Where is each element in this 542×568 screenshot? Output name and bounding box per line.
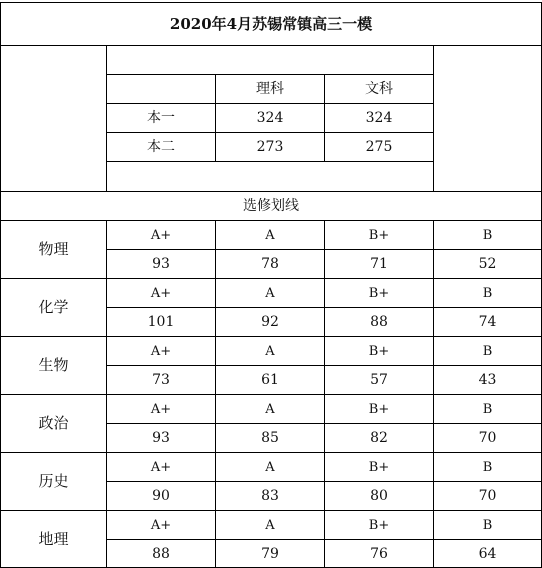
title-divider <box>0 45 542 46</box>
summary-row-label: 本一 <box>147 110 175 126</box>
grade-label: B <box>482 227 493 243</box>
summary-header-arts: 文科 <box>365 81 393 97</box>
score-cell: 80 <box>370 488 388 504</box>
score-cell: 57 <box>370 372 388 388</box>
page-title: 2020年4月苏锡常镇高三一模 <box>169 14 373 33</box>
score-cell: 90 <box>152 488 170 504</box>
score-cell: 73 <box>152 372 170 388</box>
grade-label: A <box>265 517 275 533</box>
subject-name: 政治 <box>38 414 69 432</box>
grade-label: B+ <box>368 343 390 359</box>
summary-cell: 324 <box>365 110 393 126</box>
grade-label: B <box>482 459 493 475</box>
score-cell: 78 <box>261 256 279 272</box>
score-cell: 76 <box>370 546 388 562</box>
score-cell: 71 <box>370 256 388 272</box>
grade-label: B <box>482 343 493 359</box>
grade-label: A+ <box>150 343 172 359</box>
summary-right-line <box>433 45 434 191</box>
grade-label: A <box>265 227 275 243</box>
grade-label: A <box>265 459 275 475</box>
summary-header-science: 理科 <box>256 81 284 97</box>
summary-line-4 <box>106 161 434 162</box>
elective-title: 选修划线 <box>243 198 299 214</box>
grade-label: A+ <box>150 459 172 475</box>
score-cell: 52 <box>478 256 497 272</box>
score-cell: 88 <box>152 546 170 562</box>
score-cell: 85 <box>261 430 279 446</box>
score-cell: 43 <box>478 372 497 388</box>
grade-label: A <box>265 285 275 301</box>
grade-label: A+ <box>150 517 172 533</box>
score-cell: 93 <box>152 256 170 272</box>
subject-name: 化学 <box>38 298 69 316</box>
score-cell: 61 <box>261 372 279 388</box>
grade-label: B+ <box>368 517 390 533</box>
score-cell: 70 <box>478 430 497 446</box>
summary-cell: 324 <box>256 110 284 126</box>
grade-label: B <box>482 401 493 417</box>
score-cell: 88 <box>370 314 388 330</box>
score-cell: 93 <box>152 430 170 446</box>
subject-name: 历史 <box>38 472 69 490</box>
grade-label: A+ <box>150 285 172 301</box>
subject-name: 地理 <box>38 530 69 548</box>
subject-name: 生物 <box>38 356 69 374</box>
summary-cell: 275 <box>365 139 393 155</box>
score-cell: 82 <box>370 430 388 446</box>
score-cell: 92 <box>261 314 279 330</box>
grade-label: A+ <box>150 401 172 417</box>
grade-label: B <box>482 285 493 301</box>
grade-label: B+ <box>368 401 390 417</box>
score-cell: 70 <box>478 488 497 504</box>
grade-label: A <box>265 343 275 359</box>
grade-label: B <box>482 517 493 533</box>
grade-label: B+ <box>368 459 390 475</box>
score-cell: 64 <box>478 546 497 562</box>
grade-label: B+ <box>368 285 390 301</box>
grade-label: A+ <box>150 227 172 243</box>
grade-label: B+ <box>368 227 390 243</box>
summary-cell: 273 <box>256 139 284 155</box>
score-cell: 83 <box>261 488 279 504</box>
score-cell: 74 <box>478 314 497 330</box>
summary-row-label: 本二 <box>147 139 175 155</box>
score-cell: 79 <box>261 546 279 562</box>
subject-name: 物理 <box>38 240 69 258</box>
score-cell: 101 <box>147 314 175 330</box>
grade-label: A <box>265 401 275 417</box>
